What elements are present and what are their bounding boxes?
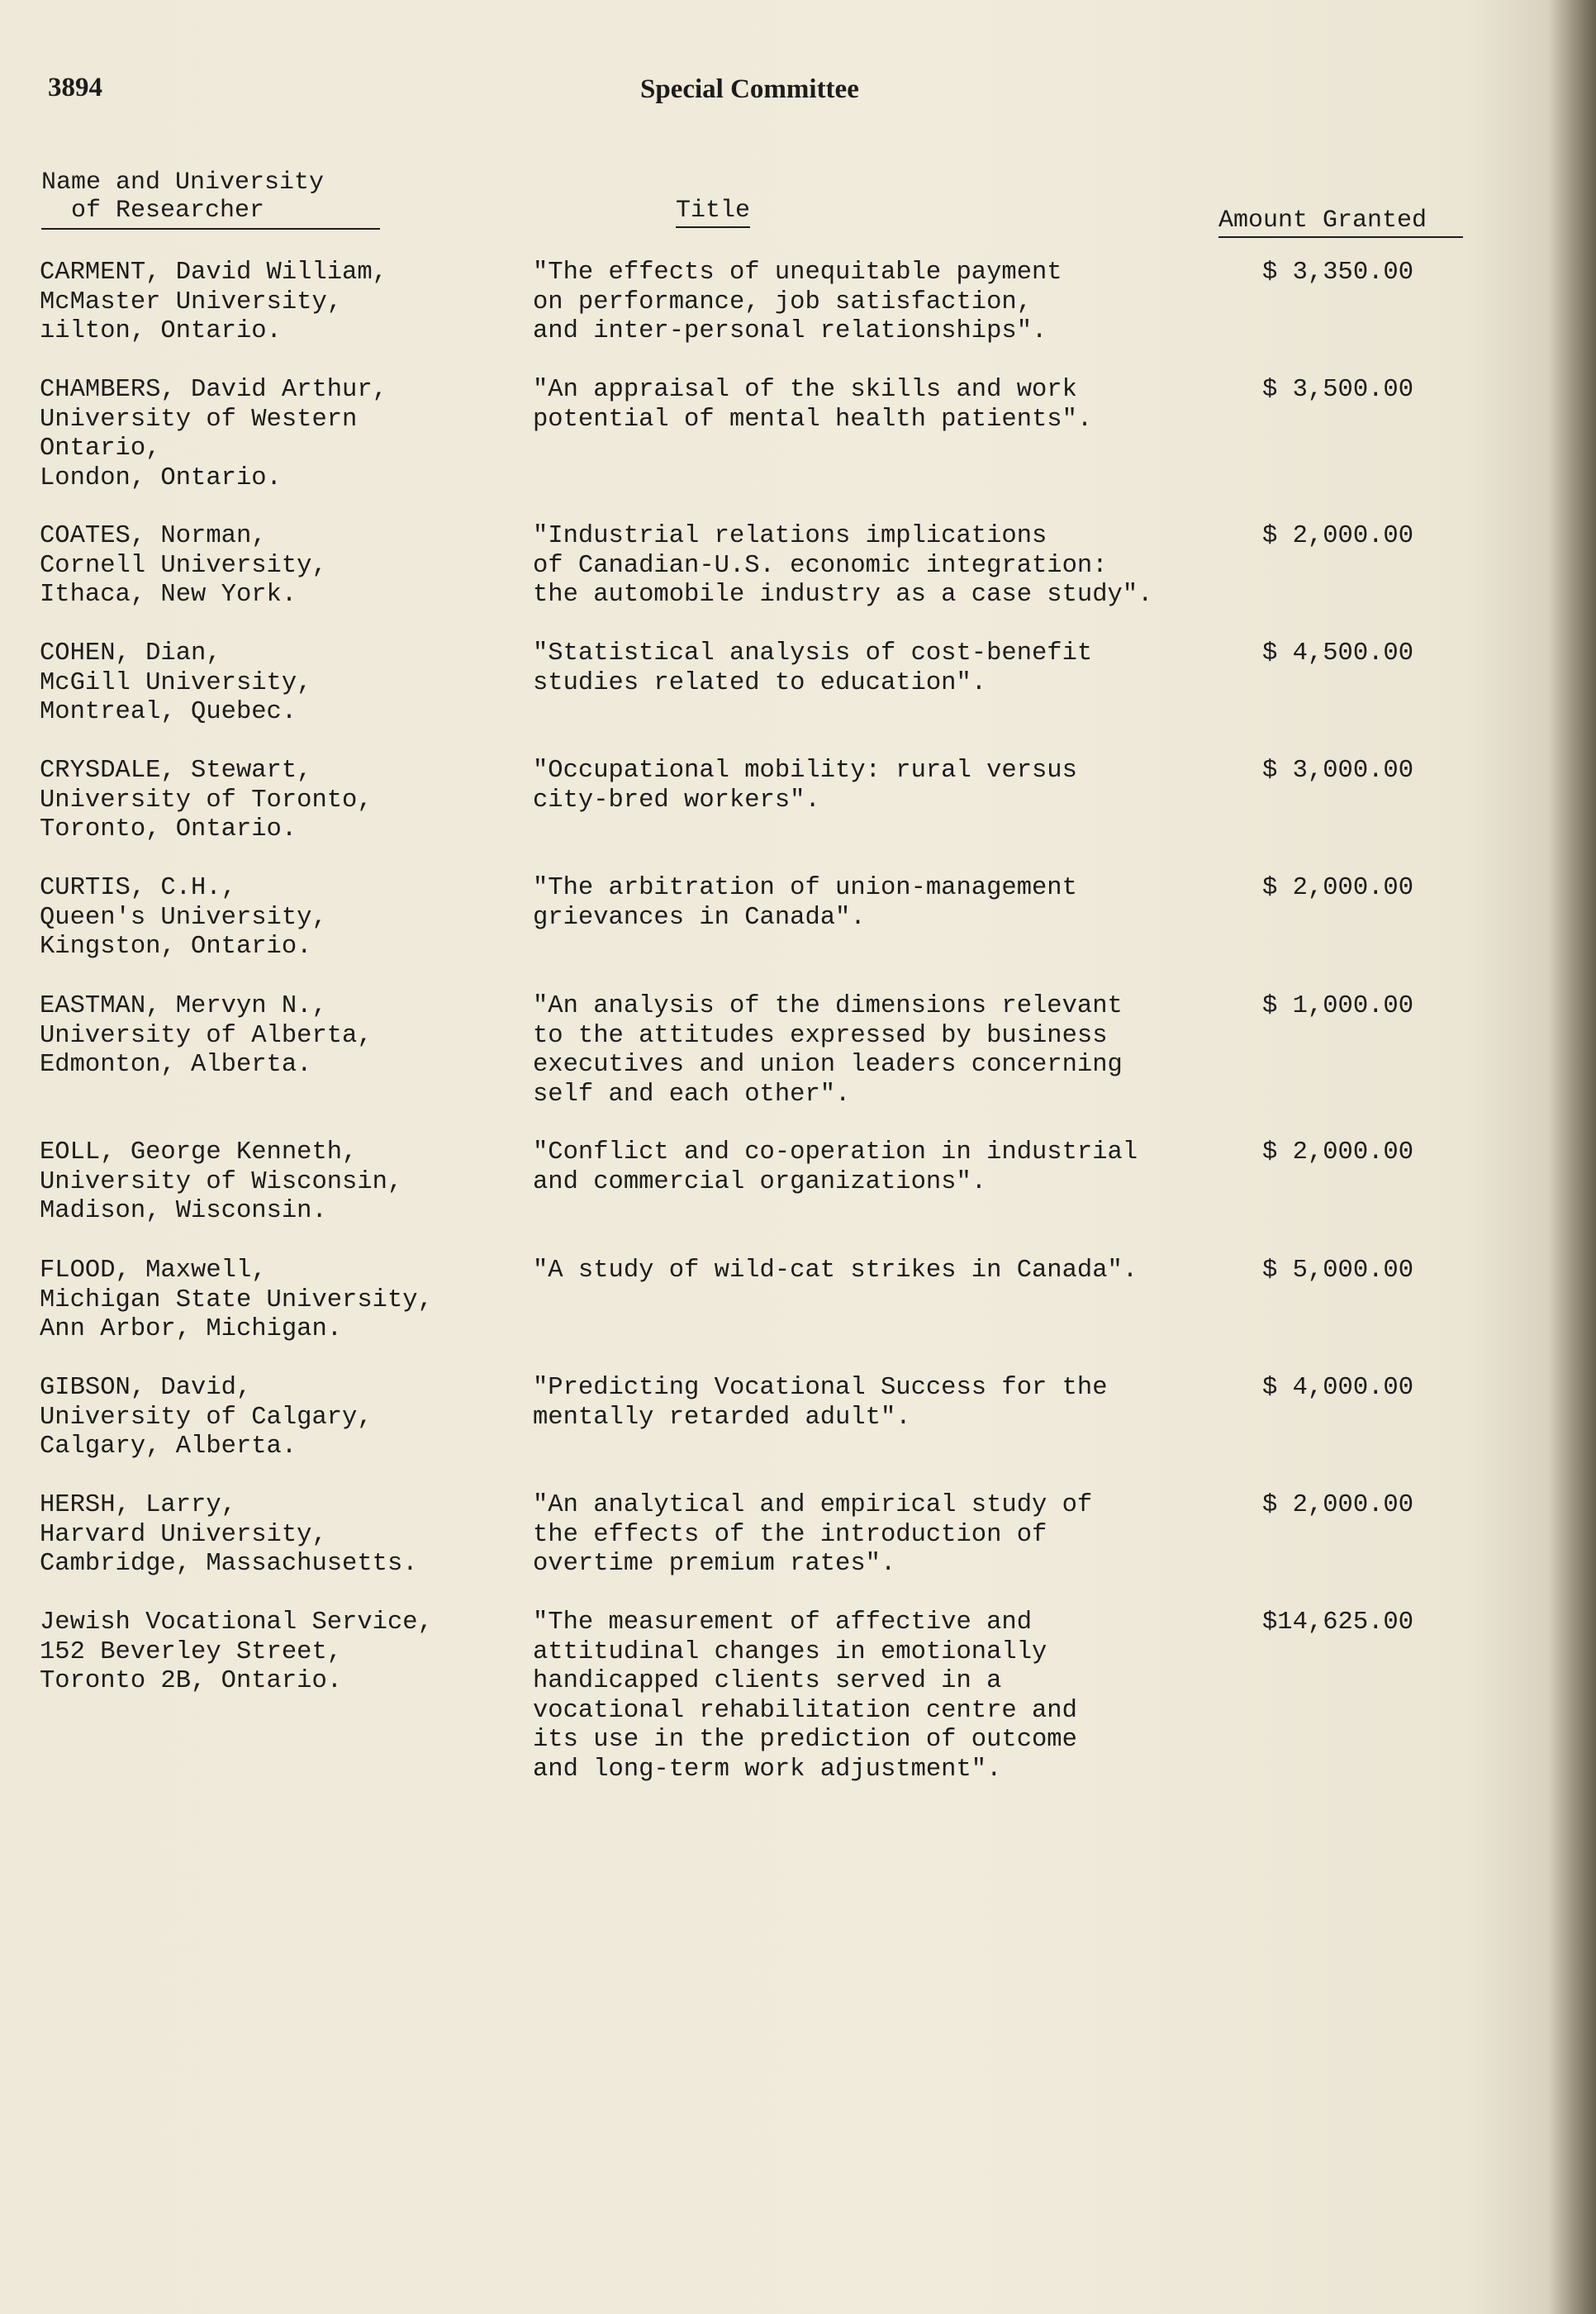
amount-cell: $ 5,000.00: [1262, 1257, 1414, 1285]
amount-cell: $ 3,350.00: [1262, 259, 1414, 287]
running-head: [0, 73, 1596, 114]
researcher-cell: CARMENT, David William, McMaster University, ıilton, Ontario.: [40, 259, 387, 345]
researcher-cell: GIBSON, David, University of Calgary, Calgary, Alberta.: [40, 1374, 373, 1461]
researcher-cell: CRYSDALE, Stewart, University of Toronto, Toronto, Ontario.: [40, 757, 373, 843]
book-spine-shadow: [1548, 0, 1596, 2314]
researcher-cell: COATES, Norman, Cornell University, Ithaca, New York.: [40, 522, 327, 609]
amount-cell: $ 2,000.00: [1262, 874, 1414, 902]
researcher-cell: CHAMBERS, David Arthur, University of Western Ontario, London, Ontario.: [40, 376, 387, 492]
title-cell: "The measurement of affective and attitudinal changes in emotionally handicapped clients served in a vocational rehabilitation centre and its use in the prediction of outcome and long-term work adjustment".: [533, 1608, 1077, 1784]
column-header-name-text: Name and University of Researcher: [41, 169, 380, 230]
title-cell: "Statistical analysis of cost-benefit studies related to education".: [533, 639, 1093, 697]
title-cell: "A study of wild-cat strikes in Canada".: [533, 1257, 1138, 1285]
title-cell: "An analytical and empirical study of the effects of the introduction of overtime premium rates".: [533, 1491, 1093, 1578]
researcher-cell: HERSH, Larry, Harvard University, Cambridge, Massachusetts.: [40, 1491, 418, 1578]
amount-cell: $ 4,000.00: [1262, 1374, 1414, 1402]
section-title: Special Committee: [640, 74, 859, 104]
title-cell: "An analysis of the dimensions relevant to the attitudes expressed by business executives and union leaders concerning self and each other".: [533, 992, 1123, 1109]
title-cell: "Occupational mobility: rural versus city-bred workers".: [533, 757, 1077, 815]
column-header-title: Title: [676, 197, 750, 228]
amount-cell: $ 4,500.00: [1262, 639, 1414, 668]
column-header-name: [41, 169, 380, 230]
researcher-cell: EOLL, George Kenneth, University of Wisconsin, Madison, Wisconsin.: [40, 1138, 403, 1225]
amount-cell: $ 3,000.00: [1262, 757, 1414, 785]
researcher-cell: FLOOD, Maxwell, Michigan State University, Ann Arbor, Michigan.: [40, 1257, 433, 1343]
title-cell: "Predicting Vocational Success for the mentally retarded adult".: [533, 1374, 1108, 1432]
researcher-cell: EASTMAN, Mervyn N., University of Alberta, Edmonton, Alberta.: [40, 992, 373, 1079]
researcher-cell: COHEN, Dian, McGill University, Montreal, Quebec.: [40, 639, 312, 726]
amount-cell: $14,625.00: [1262, 1608, 1414, 1637]
amount-cell: $ 2,000.00: [1262, 522, 1414, 550]
amount-cell: $ 2,000.00: [1262, 1138, 1414, 1167]
title-cell: "Industrial relations implications of Canadian-U.S. economic integration: the automobile industry as a case study".: [533, 522, 1153, 609]
column-header-amount: Amount Granted: [1218, 207, 1463, 238]
amount-cell: $ 1,000.00: [1262, 992, 1414, 1020]
researcher-cell: CURTIS, C.H., Queen's University, Kingston, Ontario.: [40, 874, 327, 961]
title-cell: "An appraisal of the skills and work potential of mental health patients".: [533, 376, 1093, 434]
title-cell: "The effects of unequitable payment on performance, job satisfaction, and inter-personal relationships".: [533, 259, 1062, 345]
amount-cell: $ 3,500.00: [1262, 376, 1414, 404]
researcher-cell: Jewish Vocational Service, 152 Beverley Street, Toronto 2B, Ontario.: [40, 1608, 433, 1695]
page-number: 3894: [48, 73, 102, 102]
title-cell: "Conflict and co-operation in industrial and commercial organizations".: [533, 1138, 1138, 1196]
title-cell: "The arbitration of union-management grievances in Canada".: [533, 874, 1077, 932]
amount-cell: $ 2,000.00: [1262, 1491, 1414, 1519]
